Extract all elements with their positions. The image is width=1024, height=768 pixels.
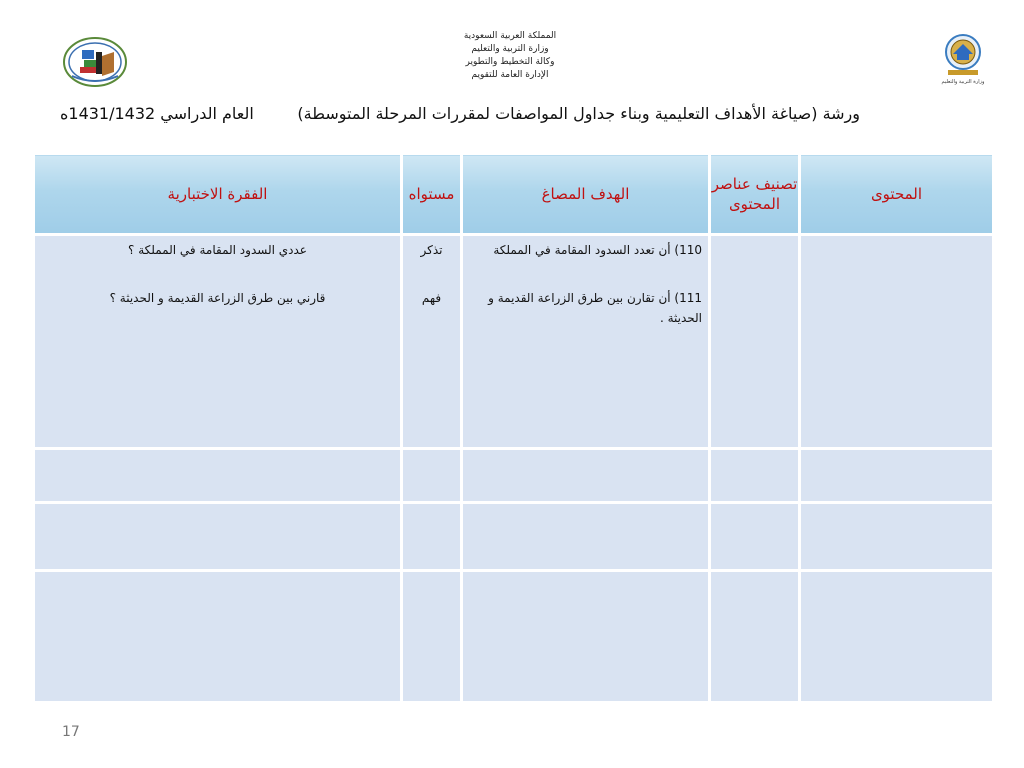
- table-row: [34, 571, 994, 703]
- level-understand: فهم: [421, 291, 442, 305]
- test-item-2: قارني بين طرق الزراعة القديمة و الحديثة ؟: [109, 291, 326, 305]
- table-header-row: [34, 154, 994, 235]
- cell-classification: [710, 235, 800, 449]
- test-item-1: عددي السدود المقامة في المملكة ؟: [128, 243, 307, 257]
- header-content: المحتوى: [800, 154, 994, 235]
- books-emblem-icon: [62, 36, 128, 88]
- header-classification: تصنيف عناصر المحتوى: [710, 154, 800, 235]
- table-row: [34, 235, 994, 449]
- workshop-title: ورشة (صياغة الأهداف التعليمية وبناء جداول المواصفات لمقررات المرحلة المتوسطة): [297, 104, 860, 123]
- cell-content: [800, 235, 994, 449]
- header-block: [430, 30, 590, 82]
- cell-level: [402, 235, 462, 449]
- page-number: 17: [62, 724, 80, 740]
- table-row: [34, 503, 994, 571]
- ministry-caption: وزارة التربية والتعليم: [941, 79, 985, 85]
- objective-111: 111) أن تقارن بين طرق الزراعة القديمة و الحديثة .: [488, 291, 702, 325]
- ministry-of-education-icon: [940, 32, 986, 88]
- header-line-department: الإدارة العامة للتقويم: [471, 70, 549, 80]
- header-level: مستواه: [402, 154, 462, 235]
- specification-table: [32, 152, 995, 704]
- header-test-item: الفقرة الاختبارية: [34, 154, 402, 235]
- header-line-country: المملكة العربية السعودية: [463, 31, 557, 41]
- header-line-agency: وكالة التخطيط والتطوير: [465, 57, 555, 67]
- header-objective: الهدف المصاغ: [462, 154, 710, 235]
- objective-110: 110) أن تعدد السدود المقامة في المملكة: [493, 243, 702, 257]
- table-row: [34, 449, 994, 503]
- level-remember: تذكر: [420, 243, 443, 257]
- cell-test-item: [34, 235, 402, 449]
- title-row: [60, 104, 860, 128]
- cell-objective: [462, 235, 710, 449]
- academic-year: العام الدراسي 1431/1432ه: [60, 104, 254, 123]
- header-line-ministry: وزارة التربية والتعليم: [471, 44, 549, 54]
